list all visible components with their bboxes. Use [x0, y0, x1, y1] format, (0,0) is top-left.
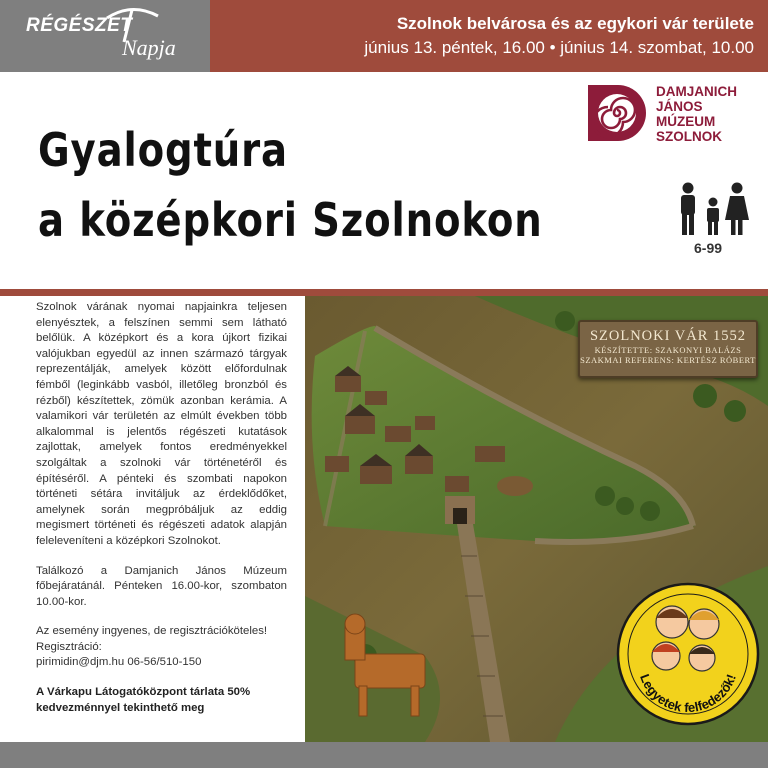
museum-name-line: DAMJANICH [656, 84, 737, 99]
explorers-badge [616, 582, 760, 726]
logo-word-regeszet: RÉGÉSZET [26, 15, 133, 36]
museum-name-line: MÚZEUM [656, 114, 716, 129]
event-logo [0, 0, 210, 72]
registration-label: Regisztráció: [36, 640, 102, 653]
family-icon [676, 182, 750, 236]
discount-note: A Várkapu Látogatóközpont tárlata 50% kedvezménnyel tekinthető meg [36, 686, 251, 714]
badge-text: Legyetek felfedezők! [637, 671, 739, 716]
event-title [38, 115, 658, 255]
museum-name-line: SZOLNOK [656, 129, 722, 144]
event-dates: június 13. péntek, 16.00 • június 14. szombat, 10.00 [364, 38, 754, 57]
location-title: Szolnok belvárosa és az egykori vár területe [396, 14, 754, 33]
description-paragraph: Szolnok várának nyomai napjainkra teljesen elenyésztek, a felszínen semmi sem látható belőlük. A középkort és a kora újkort fizikai valójukban egyedül az innen származó tárgyak reprezentálják, amelyek között előfordulnak fémből (leginkább vasból, illetőleg bronzból és rézből) készítettek, zömük azonban kerámia. A valamikori vár területén az elmúlt években több alkalommal is jelentős régészeti kutatások zajlottak, amelyek fontos eredményekkel szolgáltak a szolnoki vár történetéről és építéséről. A pénteki és szombati napokon történeti sétára invitáljuk az érdeklődőket, amelynek során megpróbáljuk az eddig megismert történeti és régészeti adatok alapján feleleveníteni a középkori Szolnokot. [36, 301, 287, 547]
footer-bar [0, 742, 768, 768]
header-band [210, 0, 768, 72]
registration-contact: pirimidin@djm.hu 06-56/510-150 [36, 656, 202, 669]
castle-sign [578, 320, 758, 378]
description-column [0, 296, 305, 742]
sign-referent: SZAKMAI REFERENS: KERTÉSZ RÓBERT [580, 355, 756, 365]
museum-name [656, 84, 737, 144]
section-divider [0, 289, 768, 296]
meeting-info: Találkozó a Damjanich János Múzeum főbejáratánál. Pénteken 16.00-kor, szombaton 10.00-kor. [36, 564, 287, 608]
sign-title: SZOLNOKI VÁR 1552 [589, 328, 747, 344]
museum-name-line: JÁNOS [656, 99, 703, 114]
sign-author: KÉSZÍTETTE: SZAKONYI BALÁZS [594, 345, 742, 355]
age-range: 6-99 [694, 240, 723, 256]
registration-note: Az esemény ingyenes, de regisztrációköteles! [36, 625, 268, 638]
event-title-line2: a középkori Szolnokon [38, 193, 543, 247]
event-title-line1: Gyalogtúra [38, 123, 288, 177]
logo-word-napja: Napja [122, 35, 176, 60]
